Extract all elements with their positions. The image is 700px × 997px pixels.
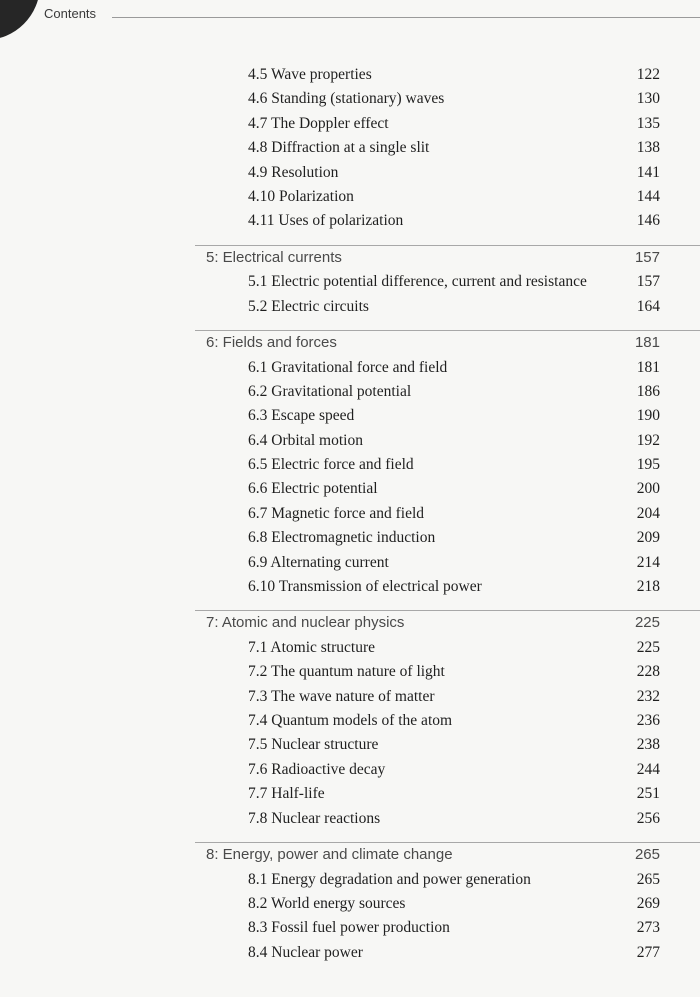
toc-section-entry [0,295,700,319]
toc-section-entry [0,941,700,965]
toc-section-entry [0,429,700,453]
section-title: 6.7 Magnetic force and field [248,504,425,522]
section-title: 4.11 Uses of polarization [248,212,404,230]
section-title: 7.5 Nuclear structure [248,736,379,754]
section-title: 6.2 Gravitational potential [248,382,412,400]
section-title: 5.2 Electric circuits [248,297,369,315]
running-header: Contents [44,6,97,21]
section-page-number: 190 [636,407,660,425]
section-page-number: 192 [636,431,660,449]
toc-section-entry [0,782,700,806]
toc-section-entry [0,892,700,916]
section-page-number: 144 [636,187,660,205]
toc-section-entry [0,477,700,501]
section-title: 6.9 Alternating current [248,553,389,571]
section-page-number: 225 [636,638,660,656]
toc-section-entry [0,380,700,404]
toc-section-entry [0,87,700,111]
section-page-number: 232 [636,687,660,705]
section-page-number: 228 [636,663,660,681]
section-title: 6.6 Electric potential [248,480,378,498]
toc-section-entry [0,551,700,575]
header-rule [112,17,700,18]
section-page-number: 214 [636,553,660,571]
toc-section-entry [0,63,700,87]
section-page-number: 204 [636,504,660,522]
toc-section-entry [0,112,700,136]
toc-section-entry [0,136,700,160]
section-title: 7.4 Quantum models of the atom [248,712,453,730]
chapter-heading [195,245,700,270]
section-title: 4.7 The Doppler effect [248,114,389,132]
chapter-block [0,245,700,319]
section-page-number: 181 [636,358,660,376]
section-page-number: 265 [636,870,660,888]
section-title: 6.3 Escape speed [248,407,355,425]
toc-section-entry [0,270,700,294]
section-page-number: 273 [636,919,660,937]
toc-section-entry [0,575,700,599]
chapter-list [0,245,700,965]
section-page-number: 236 [636,712,660,730]
toc-section-entry [0,502,700,526]
section-page-number: 251 [636,785,660,803]
section-title: 8.2 World energy sources [248,894,406,912]
chapter-title: 8: Energy, power and climate change [206,846,453,864]
section-title: 6.4 Orbital motion [248,431,363,449]
section-title: 8.3 Fossil fuel power production [248,919,450,937]
corner-tab-decoration [0,0,40,40]
chapter-heading [195,842,700,867]
section-title: 7.3 The wave nature of matter [248,687,435,705]
section-page-number: 277 [636,943,660,961]
section-page-number: 164 [636,297,660,315]
toc-section-entry [0,636,700,660]
section-page-number: 146 [636,212,660,230]
section-title: 4.6 Standing (stationary) waves [248,90,445,108]
section-title: 6.8 Electromagnetic induction [248,529,436,547]
chapter-block [0,330,700,599]
chapter-page-number: 157 [634,248,660,266]
chapter-title: 7: Atomic and nuclear physics [206,614,405,632]
section-page-number: 157 [636,273,660,291]
section-title: 8.1 Energy degradation and power generation [248,870,531,888]
section-title: 6.10 Transmission of electrical power [248,578,482,596]
section-title: 4.5 Wave properties [248,66,372,83]
section-page-number: 218 [636,578,660,596]
table-of-contents [0,63,700,976]
section-title: 6.1 Gravitational force and field [248,358,448,376]
section-page-number: 238 [636,736,660,754]
toc-section-entry [0,161,700,185]
section-title: 8.4 Nuclear power [248,943,363,961]
section-title: 7.8 Nuclear reactions [248,809,381,827]
toc-section-entry [0,733,700,757]
toc-section-entry [0,709,700,733]
toc-section-entry [0,404,700,428]
chapter-heading [195,610,700,635]
section-page-number: 138 [636,139,660,157]
toc-section-entry [0,868,700,892]
toc-section-entry [0,685,700,709]
section-page-number: 209 [636,529,660,547]
chapter-heading [195,330,700,355]
section-page-number: 195 [636,456,660,474]
section-page-number: 244 [636,760,660,778]
section-page-number: 186 [636,382,660,400]
section-title: 7.7 Half-life [248,785,325,803]
toc-section-entry [0,185,700,209]
section-title: 4.10 Polarization [248,187,354,205]
chapter-block [0,610,700,831]
chapter-title: 6: Fields and forces [206,334,337,352]
toc-section-entry [0,526,700,550]
section-page-number: 122 [636,66,660,83]
section-page-number: 256 [636,809,660,827]
section-title: 7.6 Radioactive decay [248,760,386,778]
continued-section-list [0,63,700,234]
toc-section-entry [0,807,700,831]
section-page-number: 200 [636,480,660,498]
section-page-number: 141 [636,163,660,181]
chapter-page-number: 225 [634,614,660,632]
toc-section-entry [0,356,700,380]
section-page-number: 130 [636,90,660,108]
chapter-block [0,842,700,965]
chapter-page-number: 265 [634,846,660,864]
section-title: 5.1 Electric potential difference, current and resistance [248,273,587,291]
chapter-title: 5: Electrical currents [206,248,342,266]
section-title: 7.1 Atomic structure [248,638,375,656]
section-title: 4.8 Diffraction at a single slit [248,139,430,157]
section-title: 7.2 The quantum nature of light [248,663,445,681]
toc-section-entry [0,916,700,940]
section-page-number: 269 [636,894,660,912]
chapter-page-number: 181 [634,334,660,352]
section-title: 4.9 Resolution [248,163,339,181]
toc-section-entry [0,453,700,477]
toc-section-entry [0,660,700,684]
toc-section-entry [0,758,700,782]
toc-section-entry [0,209,700,233]
section-title: 6.5 Electric force and field [248,456,414,474]
section-page-number: 135 [636,114,660,132]
